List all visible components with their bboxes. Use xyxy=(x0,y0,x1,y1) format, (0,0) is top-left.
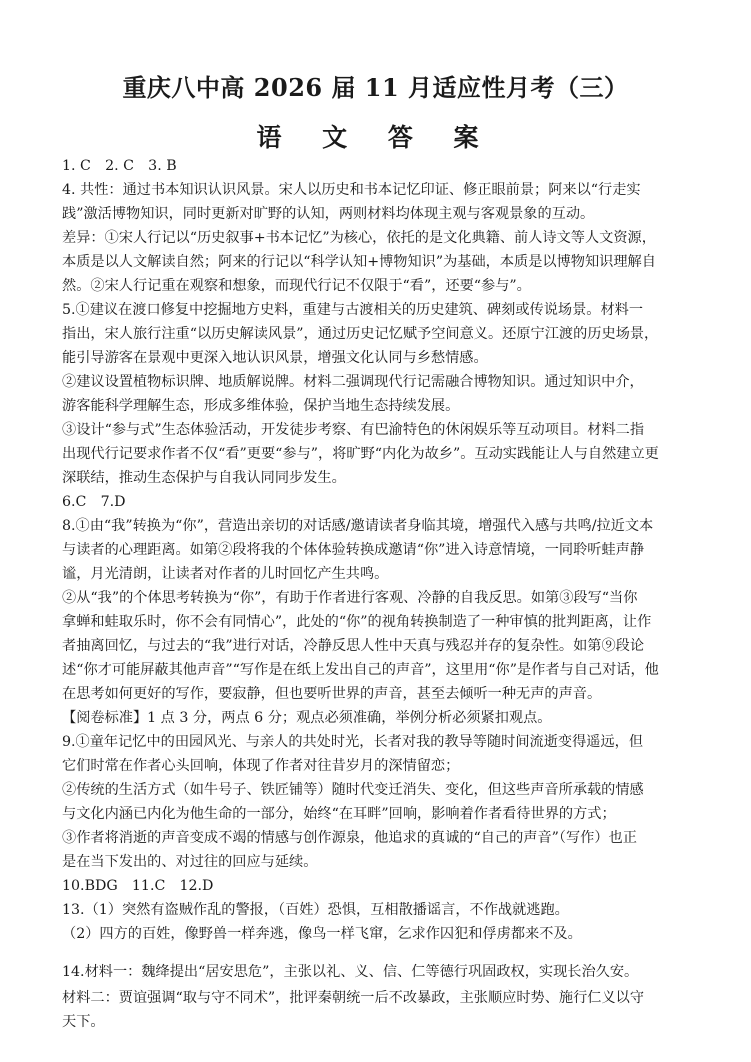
answer-line: 1. C 2. C 3. B xyxy=(62,158,177,174)
answer-line: 与文化内涵已内化为他生命的一部分，始终“在耳畔”回响，影响着作者看待世界的方式； xyxy=(62,806,616,822)
answer-line: 14.材料一：魏绛提出“居安思危”，主张以礼、义、信、仁等德行巩固政权，实现长治久安。 xyxy=(62,964,639,980)
answer-line: 6.C 7.D xyxy=(62,494,126,510)
answer-line: 9.①童年记忆中的田园风光、与亲人的共处时光，长者对我的教导等随时间流逝变得遥远，但 xyxy=(62,734,644,750)
answer-line: 深联结，推动生态保护与自我认同同步发生。 xyxy=(62,470,346,486)
answer-line: 本质是以人文解读自然；阿来的行记以“科学认知+博物知识”为基础，本质是以博物知识理解自 xyxy=(62,254,656,270)
answer-line: ②建议设置植物标识牌、地质解说牌。材料二强调现代行记需融合博物知识。通过知识中介， xyxy=(62,374,644,390)
answer-line: 5.①建议在渡口修复中挖掘地方史料，重建与古渡相关的历史建筑、碑刻或传说场景。材料一 xyxy=(62,302,644,318)
answer-line: 然。②宋人行记重在观察和想象，而现代行记不仅限于“看”，还要“参与”。 xyxy=(62,278,531,294)
grading-criteria: 【阅卷标准】1 点 3 分，两点 6 分；观点必须准确，举例分析必须紧扣观点。 xyxy=(62,710,552,726)
page-subtitle: 语 文 答 案 xyxy=(256,123,495,152)
answer-line: （2）四方的百姓，像野兽一样奔逃，像鸟一样飞窜，乞求作囚犯和俘虏都来不及。 xyxy=(62,926,582,942)
answer-line: 是在当下发出的、对过往的回应与延续。 xyxy=(62,854,318,870)
answer-line: 差异：①宋人行记以“历史叙事+书本记忆”为核心，依托的是文化典籍、前人诗文等人文资源， xyxy=(62,230,656,246)
answer-line: 游客能科学理解生态，形成多维体验，保护当地生态持续发展。 xyxy=(62,398,460,414)
answer-line: 天下。 xyxy=(62,1014,105,1030)
answer-line: ③作者将消逝的声音变成不竭的情感与创作源泉，他追求的真诚的“自己的声音”（写作）也正 xyxy=(62,830,637,846)
answer-line: 述“你才可能屏蔽其他声音”“写作是在纸上发出自己的声音”，这里用“你”是作者与自己对话，他 xyxy=(62,662,659,678)
page-title: 重庆八中高 2026 届 11 月适应性月考（三） xyxy=(122,73,629,102)
answer-line: ②传统的生活方式（如牛号子、铁匠铺等）随时代变迁消失、变化，但这些声音所承载的情感 xyxy=(62,782,644,798)
answer-line: 13.（1）突然有盗贼作乱的警报，（百姓）恐惧，互相散播谣言，不作战就逃跑。 xyxy=(62,902,569,918)
answer-line: 能引导游客在景观中更深入地认识风景，增强文化认同与乡愁情感。 xyxy=(62,350,488,366)
answer-line: 4. 共性：通过书本知识认识风景。宋人以历史和书本记忆印证、修正眼前景；阿来以“行走实 xyxy=(62,182,641,198)
answer-line: 指出，宋人旅行注重“以历史解读风景”，通过历史记忆赋予空间意义。还原宁江渡的历史场景， xyxy=(62,326,659,342)
answer-line: 践”激活博物知识，同时更新对旷野的认知，两则材料均体现主观与客观景象的互动。 xyxy=(62,206,595,222)
answer-line: 10.BDG 11.C 12.D xyxy=(62,878,214,894)
answer-line: ②从“我”的个体思考转换为“你”，有助于作者进行客观、冷静的自我反思。如第③段写“当你 xyxy=(62,590,638,606)
answer-line: 在思考如何更好的写作，要寂静，但也要听世界的声音，甚至去倾听一种无声的声音。 xyxy=(62,686,602,702)
answer-line: 出现代行记要求作者不仅“看”更要“参与”，将旷野“内化为故乡”。互动实践能让人与自然建立更 xyxy=(62,446,659,462)
answer-line: 它们时常在作者心头回响，体现了作者对往昔岁月的深情留恋； xyxy=(62,758,460,774)
answer-line: 拿蝉和蛙取乐时，你不会有同情心”，此处的“你”的视角转换制造了一种审慎的批判距离，让作 xyxy=(62,614,652,630)
answer-line: 者抽离回忆，与过去的“我”进行对话，冷静反思人性中天真与残忍并存的复杂性。如第⑨段论 xyxy=(62,638,645,654)
answer-line: ③设计“参与式”生态体验活动，开发徒步考察、有巴渝特色的休闲娱乐等互动项目。材料二指 xyxy=(62,422,645,438)
answer-line: 与读者的心理距离。如第②段将我的个体体验转换成邀请“你”进入诗意情境，一同聆听蛙声静 xyxy=(62,542,645,558)
answer-line: 8.①由“我”转换为“你”，营造出亲切的对话感/邀请读者身临其境，增强代入感与共鸣/拉近文本 xyxy=(62,518,654,534)
answer-line: 材料二：贾谊强调“取与守不同术”，批评秦朝统一后不改暴政，主张顺应时势、施行仁义以守 xyxy=(62,990,645,1006)
answer-line: 谧，月光清朗，让读者对作者的儿时回忆产生共鸣。 xyxy=(62,566,389,582)
